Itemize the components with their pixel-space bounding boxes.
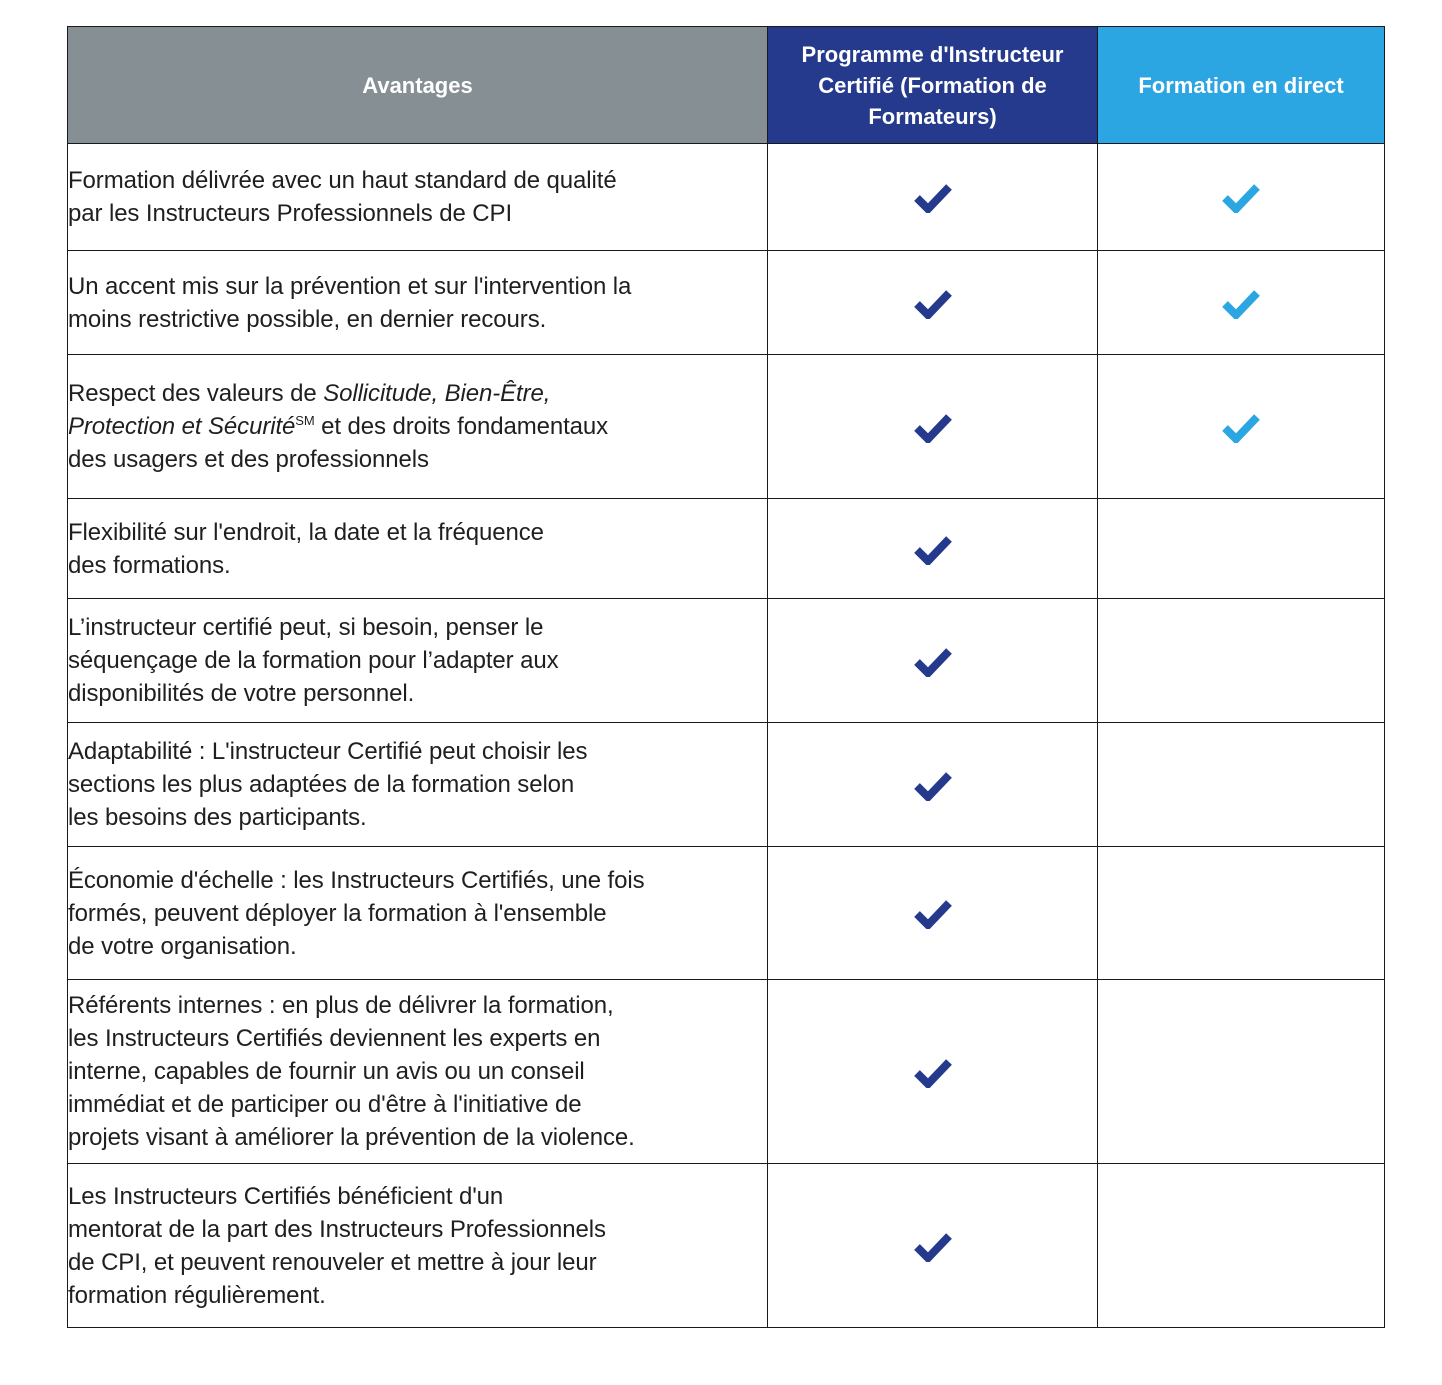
advantage-line: sections les plus adaptées de la formation selon [68, 771, 575, 798]
table-row [68, 980, 1385, 1164]
advantage-line: disponibilités de votre personnel. [68, 680, 415, 707]
advantage-line: les besoins des participants. [68, 804, 367, 831]
table-row [68, 847, 1385, 980]
advantage-cell [68, 599, 768, 723]
advantage-line: Les Instructeurs Certifiés bénéficient d'un [68, 1182, 504, 1210]
advantage-cell [68, 847, 768, 980]
advantage-text: Respect des valeurs de [68, 380, 324, 407]
checkmark-icon [914, 769, 952, 801]
table-row [68, 251, 1385, 355]
advantage-cell [68, 499, 768, 599]
header-advantages [68, 27, 768, 144]
advantage-line: moins restrictive possible, en dernier recours. [68, 305, 547, 333]
advantage-cell [68, 251, 768, 355]
checkmark-icon [1222, 287, 1260, 319]
advantage-line: de votre organisation. [68, 932, 297, 960]
advantage-line: séquençage de la formation pour l’adapter aux [68, 647, 559, 674]
values-italic: Protection et Sécurité [68, 413, 296, 440]
advantage-line: projets visant à améliorer la prévention de la violence. [68, 1124, 635, 1151]
live-cell [1098, 1164, 1385, 1328]
advantage-line: formation régulièrement. [68, 1281, 326, 1309]
header-live-training [1098, 27, 1385, 144]
advantage-line: interne, capables de fournir un avis ou un conseil [68, 1058, 585, 1085]
advantage-cell [68, 723, 768, 847]
advantage-cell [68, 144, 768, 251]
certified-cell [768, 980, 1098, 1164]
checkmark-icon [914, 287, 952, 319]
certified-cell [768, 355, 1098, 499]
certified-cell [768, 847, 1098, 980]
advantage-line: Flexibilité sur l'endroit, la date et la fréquence [68, 518, 544, 546]
certified-cell [768, 723, 1098, 847]
table-row [68, 599, 1385, 723]
checkmark-icon [914, 181, 952, 213]
live-cell [1098, 144, 1385, 251]
certified-cell [768, 599, 1098, 723]
advantage-line: de CPI, et peuvent renouveler et mettre à jour leur [68, 1248, 597, 1276]
checkmark-icon [914, 533, 952, 565]
advantage-cell [68, 980, 768, 1164]
header-certified-line: Formateurs) [868, 103, 997, 129]
advantage-line: des usagers et des professionnels [68, 446, 429, 473]
advantage-line: L’instructeur certifié peut, si besoin, penser le [68, 614, 544, 641]
advantage-text: et des droits fondamentaux [314, 413, 609, 440]
table-row [68, 355, 1385, 499]
checkmark-icon [914, 411, 952, 443]
live-cell [1098, 980, 1385, 1164]
table-row [68, 1164, 1385, 1328]
advantage-line: Référents internes : en plus de délivrer la formation, [68, 992, 614, 1019]
live-cell [1098, 723, 1385, 847]
certified-cell [768, 251, 1098, 355]
advantage-line: par les Instructeurs Professionnels de CPI [68, 200, 513, 227]
advantage-line: mentorat de la part des Instructeurs Professionnels [68, 1215, 606, 1243]
checkmark-icon [914, 645, 952, 677]
advantage-line: des formations. [68, 551, 231, 579]
advantage-cell [68, 355, 768, 499]
checkmark-icon [914, 1230, 952, 1262]
advantage-line: les Instructeurs Certifiés deviennent les experts en [68, 1025, 601, 1052]
service-mark: SM [295, 413, 315, 428]
live-cell [1098, 499, 1385, 599]
advantage-line: Un accent mis sur la prévention et sur l'intervention la [68, 272, 632, 300]
checkmark-icon [914, 897, 952, 929]
checkmark-icon [914, 1056, 952, 1088]
advantage-line: Formation délivrée avec un haut standard de qualité [68, 167, 617, 194]
header-live-label: Formation en direct [1138, 72, 1344, 98]
header-certified-line: Programme d'Instructeur [801, 41, 1064, 67]
live-cell [1098, 355, 1385, 499]
comparison-table [67, 26, 1385, 1328]
header-certified-instructor [768, 27, 1098, 144]
advantage-line: Économie d'échelle : les Instructeurs Certifiés, une fois [68, 866, 645, 894]
advantage-line: Adaptabilité : L'instructeur Certifié peut choisir les [68, 738, 588, 765]
advantage-cell [68, 1164, 768, 1328]
header-row [68, 27, 1385, 144]
header-advantages-label: Avantages [362, 72, 473, 98]
live-cell [1098, 847, 1385, 980]
checkmark-icon [1222, 411, 1260, 443]
table-row [68, 144, 1385, 251]
advantage-line: formés, peuvent déployer la formation à l'ensemble [68, 899, 607, 927]
live-cell [1098, 599, 1385, 723]
checkmark-icon [1222, 181, 1260, 213]
header-certified-line: Certifié (Formation de [818, 72, 1047, 98]
values-italic: Sollicitude, Bien-Être, [323, 380, 551, 407]
advantage-line: immédiat et de participer ou d'être à l'initiative de [68, 1091, 582, 1118]
table-row [68, 499, 1385, 599]
certified-cell [768, 1164, 1098, 1328]
certified-cell [768, 144, 1098, 251]
certified-cell [768, 499, 1098, 599]
table-row [68, 723, 1385, 847]
live-cell [1098, 251, 1385, 355]
